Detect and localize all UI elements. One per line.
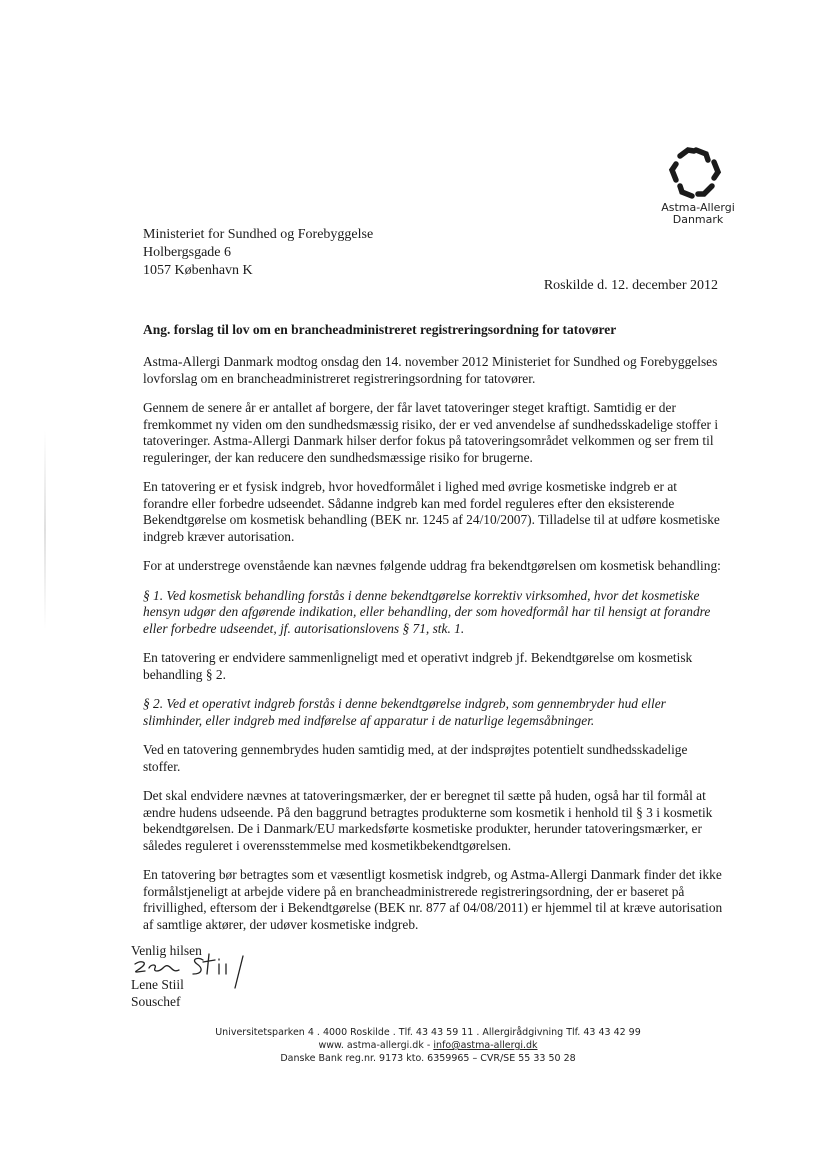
scan-shadow (44, 430, 46, 630)
paragraph: En tatovering er endvidere sammenligneligt med et operativt indgreb jf. Bekendtgørelse om kosmetisk behandling § 2. (143, 650, 693, 682)
paragraph: Gennem de senere år er antallet af borgere, der får lavet tatoveringer steget kraftigt. Samtidig er der fremkommet ny viden om den sundhedsmæssig risiko, der er ved anvendelse af sundhedsskadelige stoffer i tatoveringer. Astma-Allergi Danmark hilser derfor fokus på tatoveringsområdet velkommen og ser frem til reguleringer, der kan reducere den sundhedsmæssige risiko for brugerne. (143, 400, 719, 465)
letterhead-footer (150, 1026, 706, 1065)
place-and-date: Roskilde d. 12. december 2012 (543, 278, 718, 293)
footer-email-link[interactable]: info@astma-allergi.dk (433, 1040, 538, 1051)
recipient-address (143, 226, 373, 280)
quoted-section-2: § 2. Ved et operativt indgreb forstås i denne bekendtgørelse indgreb, som gennembryder hud eller slimhinder, eller indgreb med indførelse af apparatur i de naturlige legemsåbninger. (143, 696, 666, 728)
quoted-section-1: § 1. Ved kosmetisk behandling forstås i denne bekendtgørelse korrektiv virksomhed, hvor det kosmetiske hensyn udgør den afgørende indikation, eller behandling, der som hovedformål har til hensigt at forandre eller forbedre udseendet, jf. autorisationslovens § 71, stk. 1. (143, 587, 711, 636)
paragraph: Ved en tatovering gennembrydes huden samtidig med, at der indsprøjtes potentielt sundhedsskadelige stoffer. (143, 742, 688, 774)
astma-allergi-logo (648, 144, 748, 226)
subject-line: Ang. forslag til lov om en brancheadministreret registreringsordning for tatovører (143, 322, 617, 337)
signer-name: Lene Stiil (131, 977, 184, 992)
recipient-line: Ministeriet for Sundhed og Forebyggelse (143, 227, 374, 242)
signature-spacer (131, 959, 202, 976)
logo-text-line1: Astma-Allergi (661, 201, 735, 214)
signature-block (131, 942, 202, 1010)
closing-greeting: Venlig hilsen (131, 943, 202, 958)
paragraph: En tatovering er et fysisk indgreb, hvor hovedformålet i lighed med øvrige kosmetiske indgreb er at forandre eller forbedre udseendet. Sådanne indgreb kan med fordel reguleres efter den eksisterende Bekendtgørelse om kosmetisk behandling (BEK nr. 1245 af 24/10/2007). Tilladelse til at udføre kosmetiske indgreb kræver autorisation. (143, 479, 720, 544)
recipient-line: 1057 København K (143, 263, 253, 278)
logo-mark-icon (668, 144, 724, 202)
footer-website: www. astma-allergi.dk - (318, 1040, 434, 1051)
paragraph: For at understrege ovenstående kan nævnes følgende uddrag fra bekendtgørelsen om kosmetisk behandling: (143, 558, 721, 573)
footer-address: Universitetsparken 4 . 4000 Roskilde . Tlf. 43 43 59 11 . Allergirådgivning Tlf. 43 43 42 99 (215, 1027, 641, 1038)
logo-text-line2: Danmark (672, 213, 724, 226)
footer-bank: Danske Bank reg.nr. 9173 kto. 6359965 – CVR/SE 55 33 50 28 (280, 1053, 576, 1064)
recipient-line: Holbergsgade 6 (143, 245, 231, 260)
letter-body (143, 354, 723, 946)
paragraph: En tatovering bør betragtes som et væsentligt kosmetisk indgreb, og Astma-Allergi Danmark finder det ikke formålstjeneligt at arbejde videre på en brancheadministrerede registreringsordning, der er baseret på frivillighed, eftersom der i Bekendtgørelse (BEK nr. 877 af 04/08/2011) er hjemmel til at kræve autorisation af samtlige aktører, der udøver kosmetiske indgreb. (143, 867, 723, 932)
signer-title: Souschef (131, 994, 181, 1009)
footer-web (150, 1039, 706, 1052)
paragraph: Astma-Allergi Danmark modtog onsdag den 14. november 2012 Ministeriet for Sundhed og Forebyggelses lovforslag om en brancheadministreret registreringsordning for tatovører. (143, 354, 718, 386)
paragraph: Det skal endvidere nævnes at tatoveringsmærker, der er beregnet til sætte på huden, også har til formål at ændre hudens udseende. På den baggrund betragtes produkterne som kosmetik i henhold til § 3 i kosmetik bekendtgørelsen. De i Danmark/EU markedsførte kosmetiske produkter, herunder tatoveringsmærker, er således reguleret i overensstemmelse med kosmetikbekendtgørelsen. (143, 788, 713, 853)
